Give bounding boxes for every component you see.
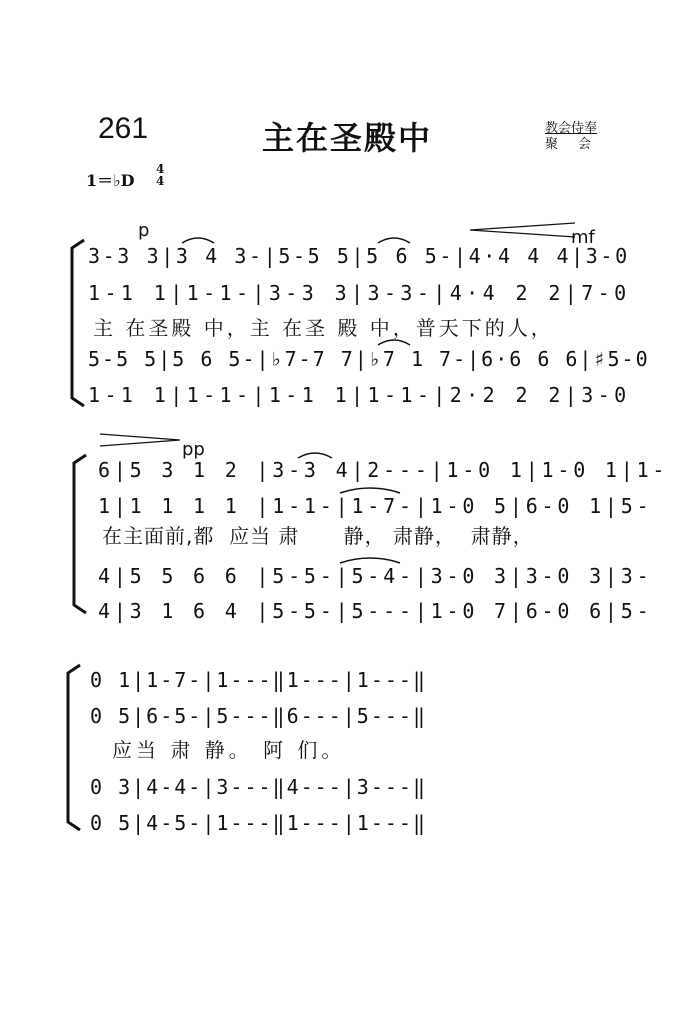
tenor-line: 5-5 5|5 6 5-|♭7-7 7|♭7 1 7-|6·6 6 6|♯5-0 [88,347,650,371]
slur [378,340,410,345]
dynamic-mark: pp [182,439,205,460]
crescendo-hairpin [470,223,575,237]
bass-line: 4|3 1 6 4 |5-5-|5---|1-0 7|6-0 6|5- [98,599,653,623]
alto-line: 1-1 1|1-1-|3-3 3|3-3-|4·4 2 2|7-0 [88,281,631,305]
lyrics-line: 应当 肃 静。 阿 们。 [112,738,346,762]
dynamic-mark: mf [571,227,595,248]
slur [340,488,400,493]
lyrics-line: 主 在圣殿 中，主 在圣 殿 中，普天下的人， [93,316,554,340]
hymn-title: 主在圣殿中 [262,119,433,157]
alto-line: 0 5|6-5-|5---‖6---|5---‖ [90,704,427,728]
tenor-line: 4|5 5 6 6 |5-5-|5-4-|3-0 3|3-0 3|3- [98,564,653,588]
slur [182,238,214,243]
decrescendo-hairpin [100,434,180,446]
system-bracket [68,665,80,830]
slur [378,238,410,243]
slur [298,453,332,458]
bass-line: 0 5|4-5-|1---‖1---|1---‖ [90,811,427,835]
bass-line: 1-1 1|1-1-|1-1 1|1-1-|2·2 2 2|3-0 [88,383,631,407]
time-signature-top: 4 [156,162,165,176]
soprano-line: 0 1|1-7-|1---‖1---|1---‖ [90,668,427,692]
time-signature-bottom: 4 [156,174,165,188]
tenor-line: 0 3|4-4-|3---‖4---|3---‖ [90,775,427,799]
soprano-line: 6|5 3 1 2 |3-3 4|2---|1-0 1|1-0 1|1- [98,458,669,482]
credit-line-1: 教会侍奉 [545,121,598,136]
alto-line: 1|1 1 1 1 |1-1-|1-7-|1-0 5|6-0 1|5- [98,494,653,518]
system-bracket [72,240,84,406]
hymn-number: 261 [98,112,149,145]
key-signature: 1＝♭D [86,171,135,190]
system-bracket [74,455,86,613]
lyrics-line: 在主面前,都 应当 肃 静， 肃静， 肃静， [102,524,534,548]
credit-line-2: 聚会 [545,137,612,152]
dynamic-mark: p [138,220,150,241]
slur [340,558,400,563]
soprano-line: 3-3 3|3 4 3-|5-5 5|5 6 5-|4·4 4 4|3-0 [88,244,630,268]
